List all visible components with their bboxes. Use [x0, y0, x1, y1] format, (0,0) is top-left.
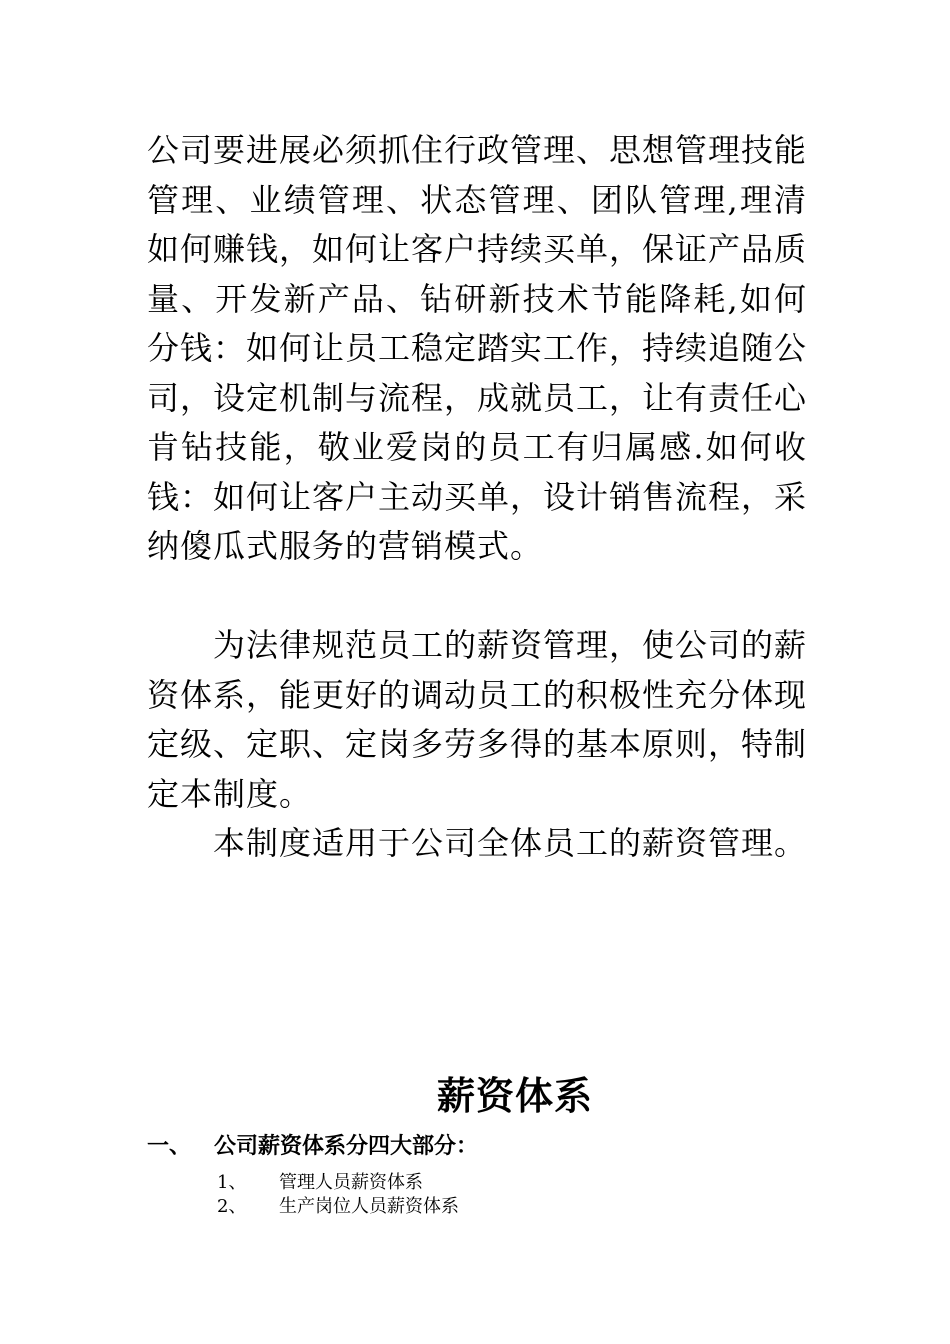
- list-item-number: 2、: [217, 1196, 247, 1217]
- list-heading-text: 公司薪资体系分四大部分：: [214, 1133, 479, 1159]
- section-title: 薪资体系: [436, 1073, 593, 1118]
- list-item-number: 1、: [217, 1172, 247, 1193]
- purpose-paragraph: 为法律规范员工的薪资管理，使公司的薪资体系，能更好的调动员工的积极性充分体现定级、定职、定岗多劳多得的基本原则，特制定本制度。: [147, 626, 808, 813]
- intro-paragraph: 公司要进展必须抓住行政管理、思想管理技能管理、业绩管理、状态管理、团队管理,理清如何赚钱，如何让客户持续买单，保证产品质量、开发新产品、钻研新技术节能降耗,如何分钱：如何让员工稳定踏实工作，持续追随公司，设定机制与流程，成就员工，让有责任心肯钻技能，敬业爱岗的员工有归属感.如何收钱：如何让客户主动买单，设计销售流程，采纳傻瓜式服务的营销模式。: [147, 131, 808, 565]
- scope-paragraph: 本制度适用于公司全体员工的薪资管理。: [213, 824, 808, 862]
- list-heading-number: 一、: [147, 1133, 192, 1159]
- list-item-text: 生产岗位人员薪资体系: [279, 1196, 459, 1217]
- list-item-text: 管理人员薪资体系: [279, 1172, 423, 1193]
